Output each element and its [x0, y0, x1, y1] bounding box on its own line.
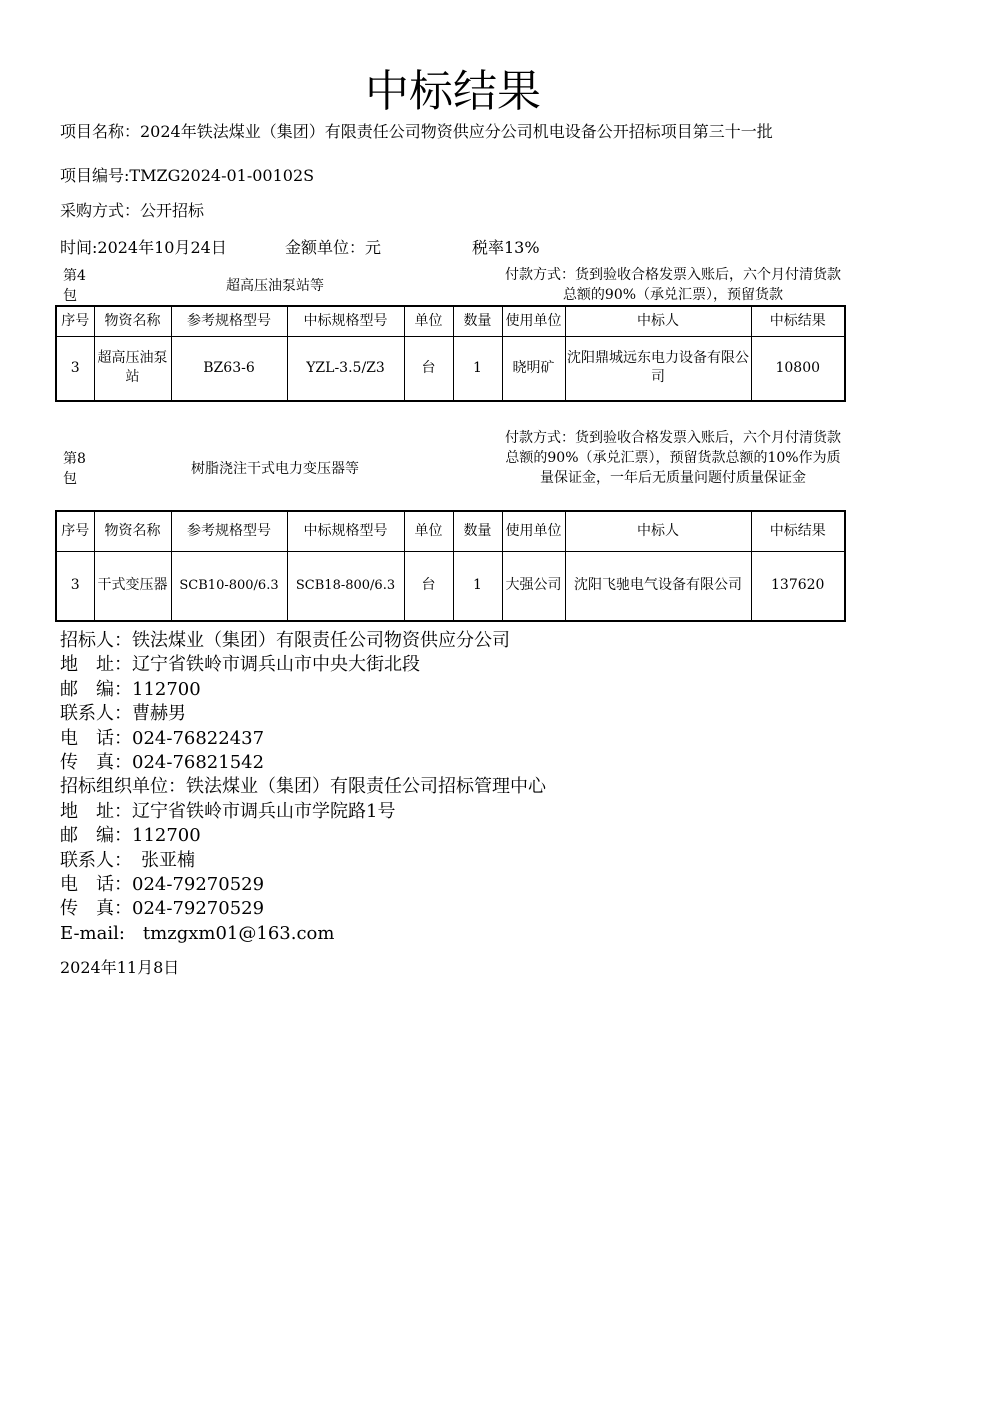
column-header: 参考规格型号: [171, 306, 287, 337]
project-number: 项目编号:TMZG2024-01-00102S: [60, 166, 315, 185]
agency-fax: 传 真：024-79270529: [60, 898, 265, 920]
column-header: 数量: [453, 306, 502, 337]
agency-postcode: 邮 编：112700: [60, 825, 201, 847]
email: E-mail: tmzgxm01@163.com: [60, 922, 335, 944]
package-label: 第8包: [63, 451, 86, 487]
tenderee: 招标人：铁法煤业（集团）有限责任公司物资供应分公司: [60, 630, 510, 651]
table-row: [56, 551, 845, 621]
cell-ref-spec: SCB10-800/6.3: [171, 551, 287, 621]
agency-phone: 电 话：024-79270529: [60, 874, 265, 896]
cell-unit: 台: [404, 337, 453, 401]
cell-result: 10800: [751, 337, 845, 401]
column-header: 序号: [56, 511, 94, 551]
table-row: [56, 337, 845, 401]
tax-rate: 税率13%: [472, 238, 540, 257]
cell-winner: 沈阳飞驰电气设备有限公司: [565, 551, 751, 621]
package-label: 第4包: [63, 268, 86, 304]
cell-seq: 3: [56, 551, 94, 621]
table-header-row: [56, 306, 845, 337]
cell-qty: 1: [453, 551, 502, 621]
package-name: 超高压油泵站等: [226, 278, 324, 294]
cell-seq: 3: [56, 337, 94, 401]
contact-block: [60, 629, 546, 946]
payment-terms: 付款方式：货到验收合格发票入账后，六个月付清货款总额的90%（承兑汇票），预留货款总额的10%作为质量保证金，一年后无质量问题付质量保证金: [505, 430, 841, 486]
agency-contact: 联系人： 张亚楠: [60, 849, 195, 871]
column-header: 中标结果: [751, 511, 845, 551]
tenderee-fax: 传 真：024-76821542: [60, 752, 265, 774]
column-header: 物资名称: [94, 306, 171, 337]
cell-item: 超高压油泵站: [94, 337, 171, 401]
amount-unit: 金额单位：元: [285, 238, 382, 257]
cell-user: 晓明矿: [502, 337, 565, 401]
column-header: 单位: [404, 306, 453, 337]
tenderee-contact: 联系人：曹赫男: [60, 703, 186, 725]
cell-unit: 台: [404, 551, 453, 621]
agency-address: 地 址：辽宁省铁岭市调兵山市学院路1号: [60, 800, 396, 822]
column-header: 中标结果: [751, 306, 845, 337]
page-title: 中标结果: [365, 66, 541, 117]
payment-terms: 付款方式：货到验收合格发票入账后，六个月付清货款总额的90%（承兑汇票），预留货款: [505, 267, 841, 303]
column-header: 中标人: [565, 511, 751, 551]
package-name: 树脂浇注干式电力变压器等: [191, 461, 359, 477]
bid-table: [55, 305, 846, 402]
tenderee-phone: 电 话：024-76822437: [60, 727, 265, 749]
column-header: 物资名称: [94, 511, 171, 551]
column-header: 数量: [453, 511, 502, 551]
column-header: 单位: [404, 511, 453, 551]
cell-bid-spec: SCB18-800/6.3: [287, 551, 404, 621]
column-header: 使用单位: [502, 306, 565, 337]
cell-user: 大强公司: [502, 551, 565, 621]
table-header-row: [56, 511, 845, 551]
cell-winner: 沈阳鼎城远东电力设备有限公司: [565, 337, 751, 401]
issue-date: 2024年11月8日: [60, 958, 180, 977]
column-header: 序号: [56, 306, 94, 337]
column-header: 使用单位: [502, 511, 565, 551]
bid-table: [55, 510, 846, 622]
column-header: 中标人: [565, 306, 751, 337]
cell-result: 137620: [751, 551, 845, 621]
tenderee-postcode: 邮 编：112700: [60, 678, 201, 700]
cell-bid-spec: YZL-3.5/Z3: [287, 337, 404, 401]
agency: 招标组织单位：铁法煤业（集团）有限责任公司招标管理中心: [60, 776, 546, 798]
cell-qty: 1: [453, 337, 502, 401]
procurement-method: 采购方式：公开招标: [60, 201, 205, 220]
date-line: 时间:2024年10月24日: [60, 238, 227, 257]
column-header: 中标规格型号: [287, 511, 404, 551]
tenderee-address: 地 址：辽宁省铁岭市调兵山市中央大街北段: [60, 654, 420, 676]
cell-item: 干式变压器: [94, 551, 171, 621]
project-name: 项目名称：2024年铁法煤业（集团）有限责任公司物资供应分公司机电设备公开招标项目第三十一批: [60, 122, 773, 141]
cell-ref-spec: BZ63-6: [171, 337, 287, 401]
column-header: 参考规格型号: [171, 511, 287, 551]
column-header: 中标规格型号: [287, 306, 404, 337]
